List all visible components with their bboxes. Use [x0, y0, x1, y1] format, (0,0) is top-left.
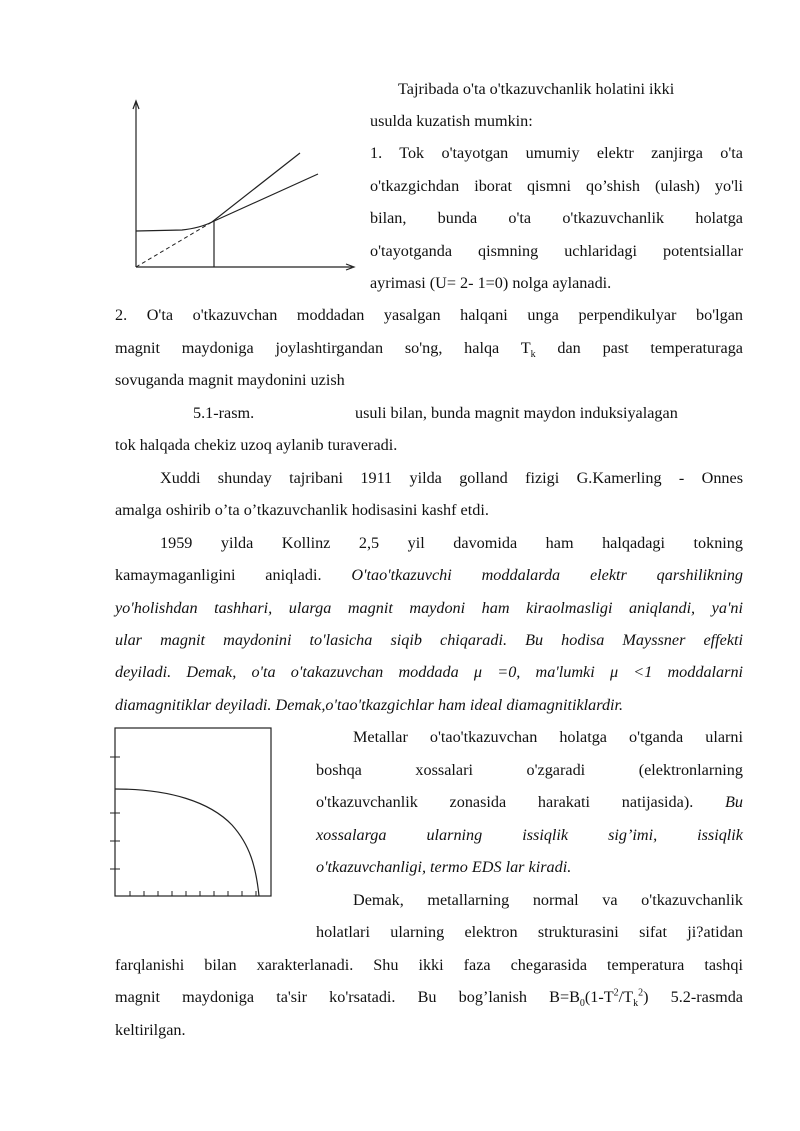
metals-p2-line-1: Demak, metallarning normal va o'tkazuvchanlik	[353, 891, 743, 909]
history-p2-line-2: kamaymaganligini aniqladi. O'tao'tkazuvchi moddalarda elektr qarshilikning	[115, 566, 744, 584]
metals-p2-line-5: keltirilgan.	[115, 1021, 186, 1039]
dashed-extrapolation	[136, 222, 212, 267]
history-p2-line-1: 1959 yilda Kollinz 2,5 yil davomida ham halqadagi tokning	[160, 534, 743, 552]
figure-5-1-caption: 5.1-rasm.	[193, 404, 255, 422]
history-p2-line-4: ular magnit maydonini to'lasicha siqib chiqaradi. Bu hodisa Mayssner effekti	[115, 631, 743, 649]
method1-line-5: ayrimasi (U= 2- 1=0) nolga aylanadi.	[370, 274, 612, 292]
history-p2-line-6: diamagnitiklar deyiladi. Demak,o'tao'tkazgichlar ham ideal diamagnitiklardir.	[115, 696, 624, 714]
metals-p1-line-3: o'tkazuvchanlik zonasida harakati natijasida). Bu	[316, 793, 743, 811]
intro-line-1: Tajribada o'ta o'tkazuvchanlik holatini ikki	[398, 80, 675, 98]
mu-symbol: μ	[609, 663, 619, 681]
intro-line-2: usulda kuzatish mumkin:	[370, 112, 533, 130]
metals-p2-line-2: holatlari ularning elektron strukturasini sifat ji?atidan	[316, 923, 743, 941]
figure-5-2-graph	[110, 727, 280, 899]
method1-line-2: o'tkazgichdan iborat qismni qo’shish (ulash) yo'li	[370, 177, 743, 195]
metals-p1-line-1: Metallar o'tao'tkazuvchan holatga o'tganda ularni	[353, 728, 743, 746]
mu-symbol: μ	[473, 663, 483, 681]
x-axis-ticks	[130, 891, 256, 896]
history-p1-line-1: Xuddi shunday tajribani 1911 yilda golland fizigi G.Kamerling - Onnes	[160, 469, 743, 487]
method2-line-5: tok halqada chekiz uzoq aylanib turaveradi.	[115, 436, 398, 454]
method2-line-3: sovuganda magnit maydonini uzish	[115, 371, 345, 389]
method2-line-1: 2. O'ta o'tkazuvchan moddadan yasalgan halqani unga perpendikulyar bo'lgan	[115, 306, 743, 324]
history-p2-line-3: yo'holishdan tashhari, ularga magnit maydoni ham kiraolmasligi aniqlandi, ya'ni	[115, 599, 743, 617]
method2-line-4: usuli bilan, bunda magnit maydon induksiyalagan	[355, 404, 678, 422]
method1-line-4: o'tayotganda qismning uchlaridagi potentsiallar	[370, 242, 743, 260]
method1-line-1: 1. Tok o'tayotgan umumiy elektr zanjirga o'ta	[370, 144, 743, 162]
metals-p2-line-3: farqlanishi bilan xarakterlanadi. Shu ikki faza chegarasida temperatura tashqi	[115, 956, 743, 974]
history-p2-line-5: deyiladi. Demak, o'ta o'takazuvchan moddada μ =0, ma'lumki μ <1 moddalarni	[115, 663, 744, 681]
critical-field-curve	[115, 789, 259, 896]
metals-p1-line-2: boshqa xossalari o'zgaradi (elektronlarning	[316, 761, 743, 779]
method1-line-3: bilan, bunda o'ta o'tkazuvchanlik holatga	[370, 209, 743, 227]
figure-frame	[115, 728, 271, 896]
history-p1-line-2: amalga oshirib o’ta o’tkazuvchanlik hodisasini kashf etdi.	[115, 501, 489, 519]
figure-5-1-graph	[120, 95, 360, 275]
metals-p2-line-4: magnit maydoniga ta'sir ko'rsatadi. Bu bog’lanish $B=B_0(1-T^2/T_k^2)$ 5.2-rasmda	[115, 987, 743, 1010]
metals-p1-line-5: o'tkazuvchanligi, termo EDS lar kiradi.	[316, 858, 572, 876]
metals-p1-line-4: xossalarga ularning issiqlik sig’imi, issiqlik	[316, 826, 743, 844]
method2-line-2: magnit maydoniga joylashtirgandan so'ng, halqa $T_k$ dan past temperaturaga	[115, 339, 743, 361]
